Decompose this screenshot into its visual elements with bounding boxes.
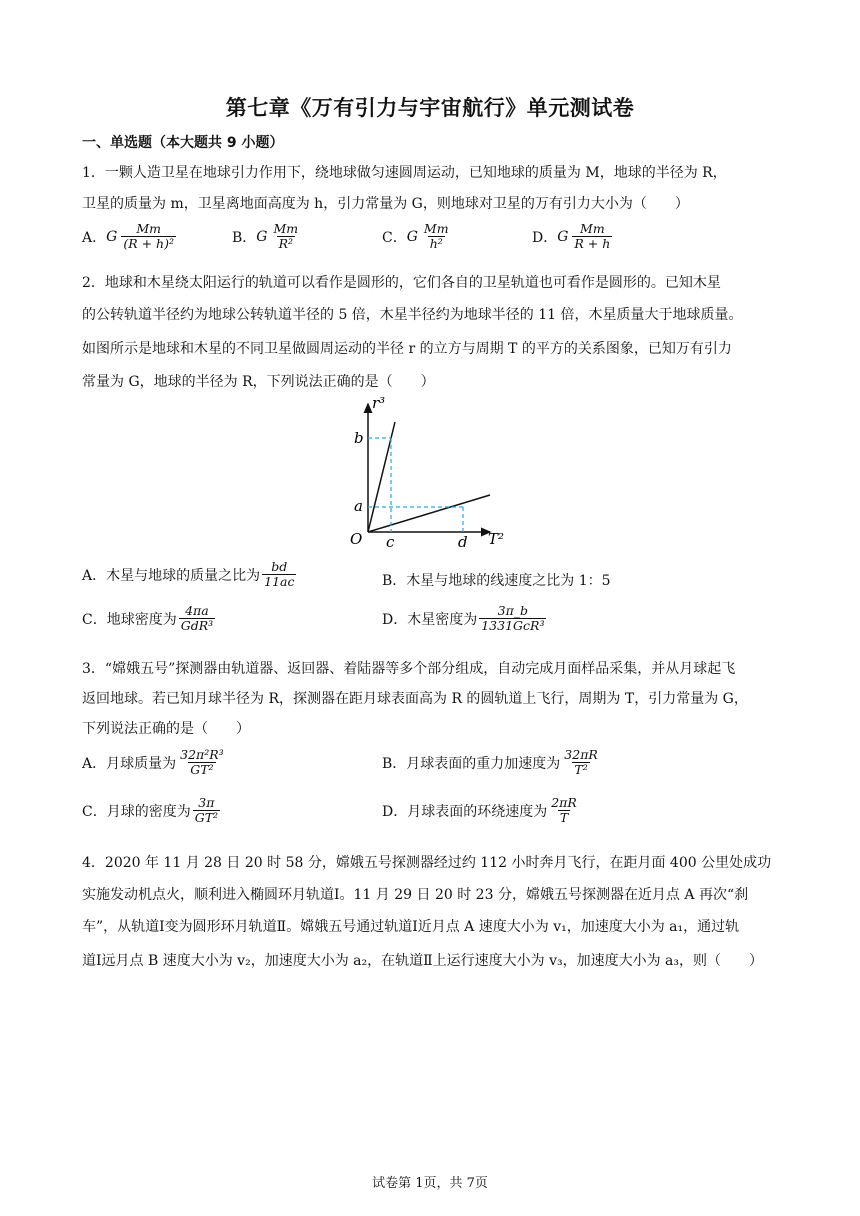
a-label: a [354, 497, 363, 515]
page-footer: 试卷第 1页，共 7页 [372, 1176, 488, 1191]
numerator: Mm [136, 221, 161, 236]
denominator: h² [429, 236, 443, 252]
q1-option-c[interactable] [382, 222, 453, 252]
q2-option-b[interactable] [382, 570, 611, 590]
q4-line-1: 4．2020 年 11 月 28 日 20 时 58 分，嫦娥五号探测器经过约 112 小时奔月飞行，在距月面 400 公里处成功 [82, 855, 772, 871]
section-heading: 一、单选题（本大题共 9 小题） [82, 135, 284, 151]
q2-option-a[interactable] [82, 560, 298, 590]
q3-line-2: 返回地球。若已知月球半径为 R，探测器在距月球表面高为 R 的圆轨道上飞行，周期为 T，引力常量为 G， [82, 691, 748, 707]
q1-option-d[interactable] [532, 222, 614, 252]
q1-option-b[interactable] [232, 222, 302, 252]
fraction [562, 748, 600, 778]
q2-line-2: 的公转轨道半径约为地球公转轨道半径的 5 倍，木星半径约为地球半径的 11 倍，木星质量大于地球质量。 [82, 307, 743, 323]
option-label: A． [82, 229, 107, 246]
gravity-constant: G [256, 228, 268, 245]
denominator: R + h [574, 236, 611, 252]
q4-line-3: 车”，从轨道Ⅰ变为圆形环月轨道Ⅱ。嫦娥五号通过轨道Ⅰ近月点 A 速度大小为 v₁，加速度大小为 a₁，通过轨 [82, 919, 740, 935]
numerator: Mm [580, 221, 605, 236]
option-label: A．木星与地球的质量之比为 [82, 567, 261, 584]
denominator: T² [574, 762, 588, 778]
x-axis-label: T² [488, 530, 505, 548]
q1-option-a[interactable] [82, 222, 178, 252]
page-title: 第七章《万有引力与宇宙航行》单元测试卷 [225, 96, 635, 120]
b-label: b [354, 429, 364, 447]
q2-line-4: 常量为 G，地球的半径为 R，下列说法正确的是（ ） [82, 374, 435, 390]
d-label: d [458, 533, 468, 551]
origin-label: O [350, 530, 363, 548]
q3-line-1: 3．“嫦娥五号”探测器由轨道器、返回器、着陆器等多个部分组成，自动完成月面样品采集，并从月球起飞 [82, 661, 736, 677]
denominator: GT² [194, 810, 219, 826]
numerator: 4πa [185, 603, 209, 618]
fraction [178, 748, 226, 778]
fraction [549, 796, 579, 826]
q2-option-c[interactable] [82, 604, 217, 634]
option-label: D．月球表面的环绕速度为 [382, 803, 548, 820]
q3-line-3: 下列说法正确的是（ ） [82, 721, 250, 737]
q2-option-d[interactable] [382, 604, 548, 634]
q2-line-3: 如图所示是地球和木星的不同卫星做圆周运动的半径 r 的立方与周期 T 的平方的关系图象，已知万有引力 [82, 341, 732, 357]
fraction [422, 222, 451, 252]
fraction [479, 604, 546, 634]
fraction [193, 796, 220, 826]
q3-option-b[interactable] [382, 748, 602, 778]
numerator: 3π_b [497, 603, 529, 618]
c-label: c [386, 533, 395, 551]
denominator: T [559, 810, 569, 826]
option-label: D．木星密度为 [382, 611, 478, 628]
denominator: GT² [190, 762, 214, 778]
q1-line-1: 1．一颗人造卫星在地球引力作用下，绕地球做匀速圆周运动，已知地球的质量为 M，地球的半径为 R， [82, 165, 727, 181]
numerator: Mm [273, 221, 299, 236]
q3-option-d[interactable] [382, 796, 581, 826]
fraction [572, 222, 612, 252]
fraction [179, 604, 215, 634]
option-label: C．月球的密度为 [82, 803, 191, 820]
numerator: Mm [423, 221, 449, 236]
q4-line-4: 道Ⅰ远月点 B 速度大小为 v₂，加速度大小为 a₂，在轨道Ⅱ上运行速度大小为 v₃，加速度大小为 a₃，则（ ） [82, 953, 763, 969]
fraction [262, 560, 296, 590]
r3-t2-graph [340, 392, 520, 552]
gravity-constant: G [106, 228, 118, 245]
numerator: 2πR [551, 795, 577, 810]
denominator: 1331GcR³ [481, 618, 545, 634]
option-label: B．木星与地球的线速度之比为 1：5 [382, 573, 611, 589]
option-label: B．月球表面的重力加速度为 [382, 755, 561, 772]
numerator: 32π²R³ [180, 747, 224, 762]
option-label: C．地球密度为 [82, 611, 177, 628]
earth-line [368, 495, 490, 532]
q3-option-c[interactable] [82, 796, 222, 826]
numerator: bd [271, 559, 288, 574]
option-label: A．月球质量为 [82, 755, 177, 772]
option-label: D． [532, 229, 558, 246]
gravity-constant: G [557, 228, 569, 245]
denominator: (R + h)² [123, 236, 174, 252]
denominator: GdR³ [180, 618, 214, 634]
q4-line-2: 实施发动机点火，顺利进入椭圆环月轨道Ⅰ。11 月 29 日 20 时 23 分，嫦娥五号探测器在近月点 A 再次“刹 [82, 887, 749, 903]
gravity-constant: G [406, 228, 418, 245]
q3-option-a[interactable] [82, 748, 228, 778]
fraction [121, 222, 176, 252]
q1-line-2: 卫星的质量为 m，卫星离地面高度为 h，引力常量为 G，则地球对卫星的万有引力大小为（ ） [82, 196, 689, 212]
fraction [271, 222, 300, 252]
option-label: B． [232, 229, 257, 246]
numerator: 32πR [564, 747, 598, 762]
option-label: C． [382, 229, 407, 246]
q2-line-1: 2．地球和木星绕太阳运行的轨道可以看作是圆形的，它们各自的卫星轨道也可看作是圆形的。已知木星 [82, 275, 721, 291]
y-axis-label: r³ [372, 394, 386, 412]
denominator: 11ac [264, 574, 295, 590]
numerator: 3π [198, 795, 215, 810]
denominator: R² [278, 236, 294, 252]
